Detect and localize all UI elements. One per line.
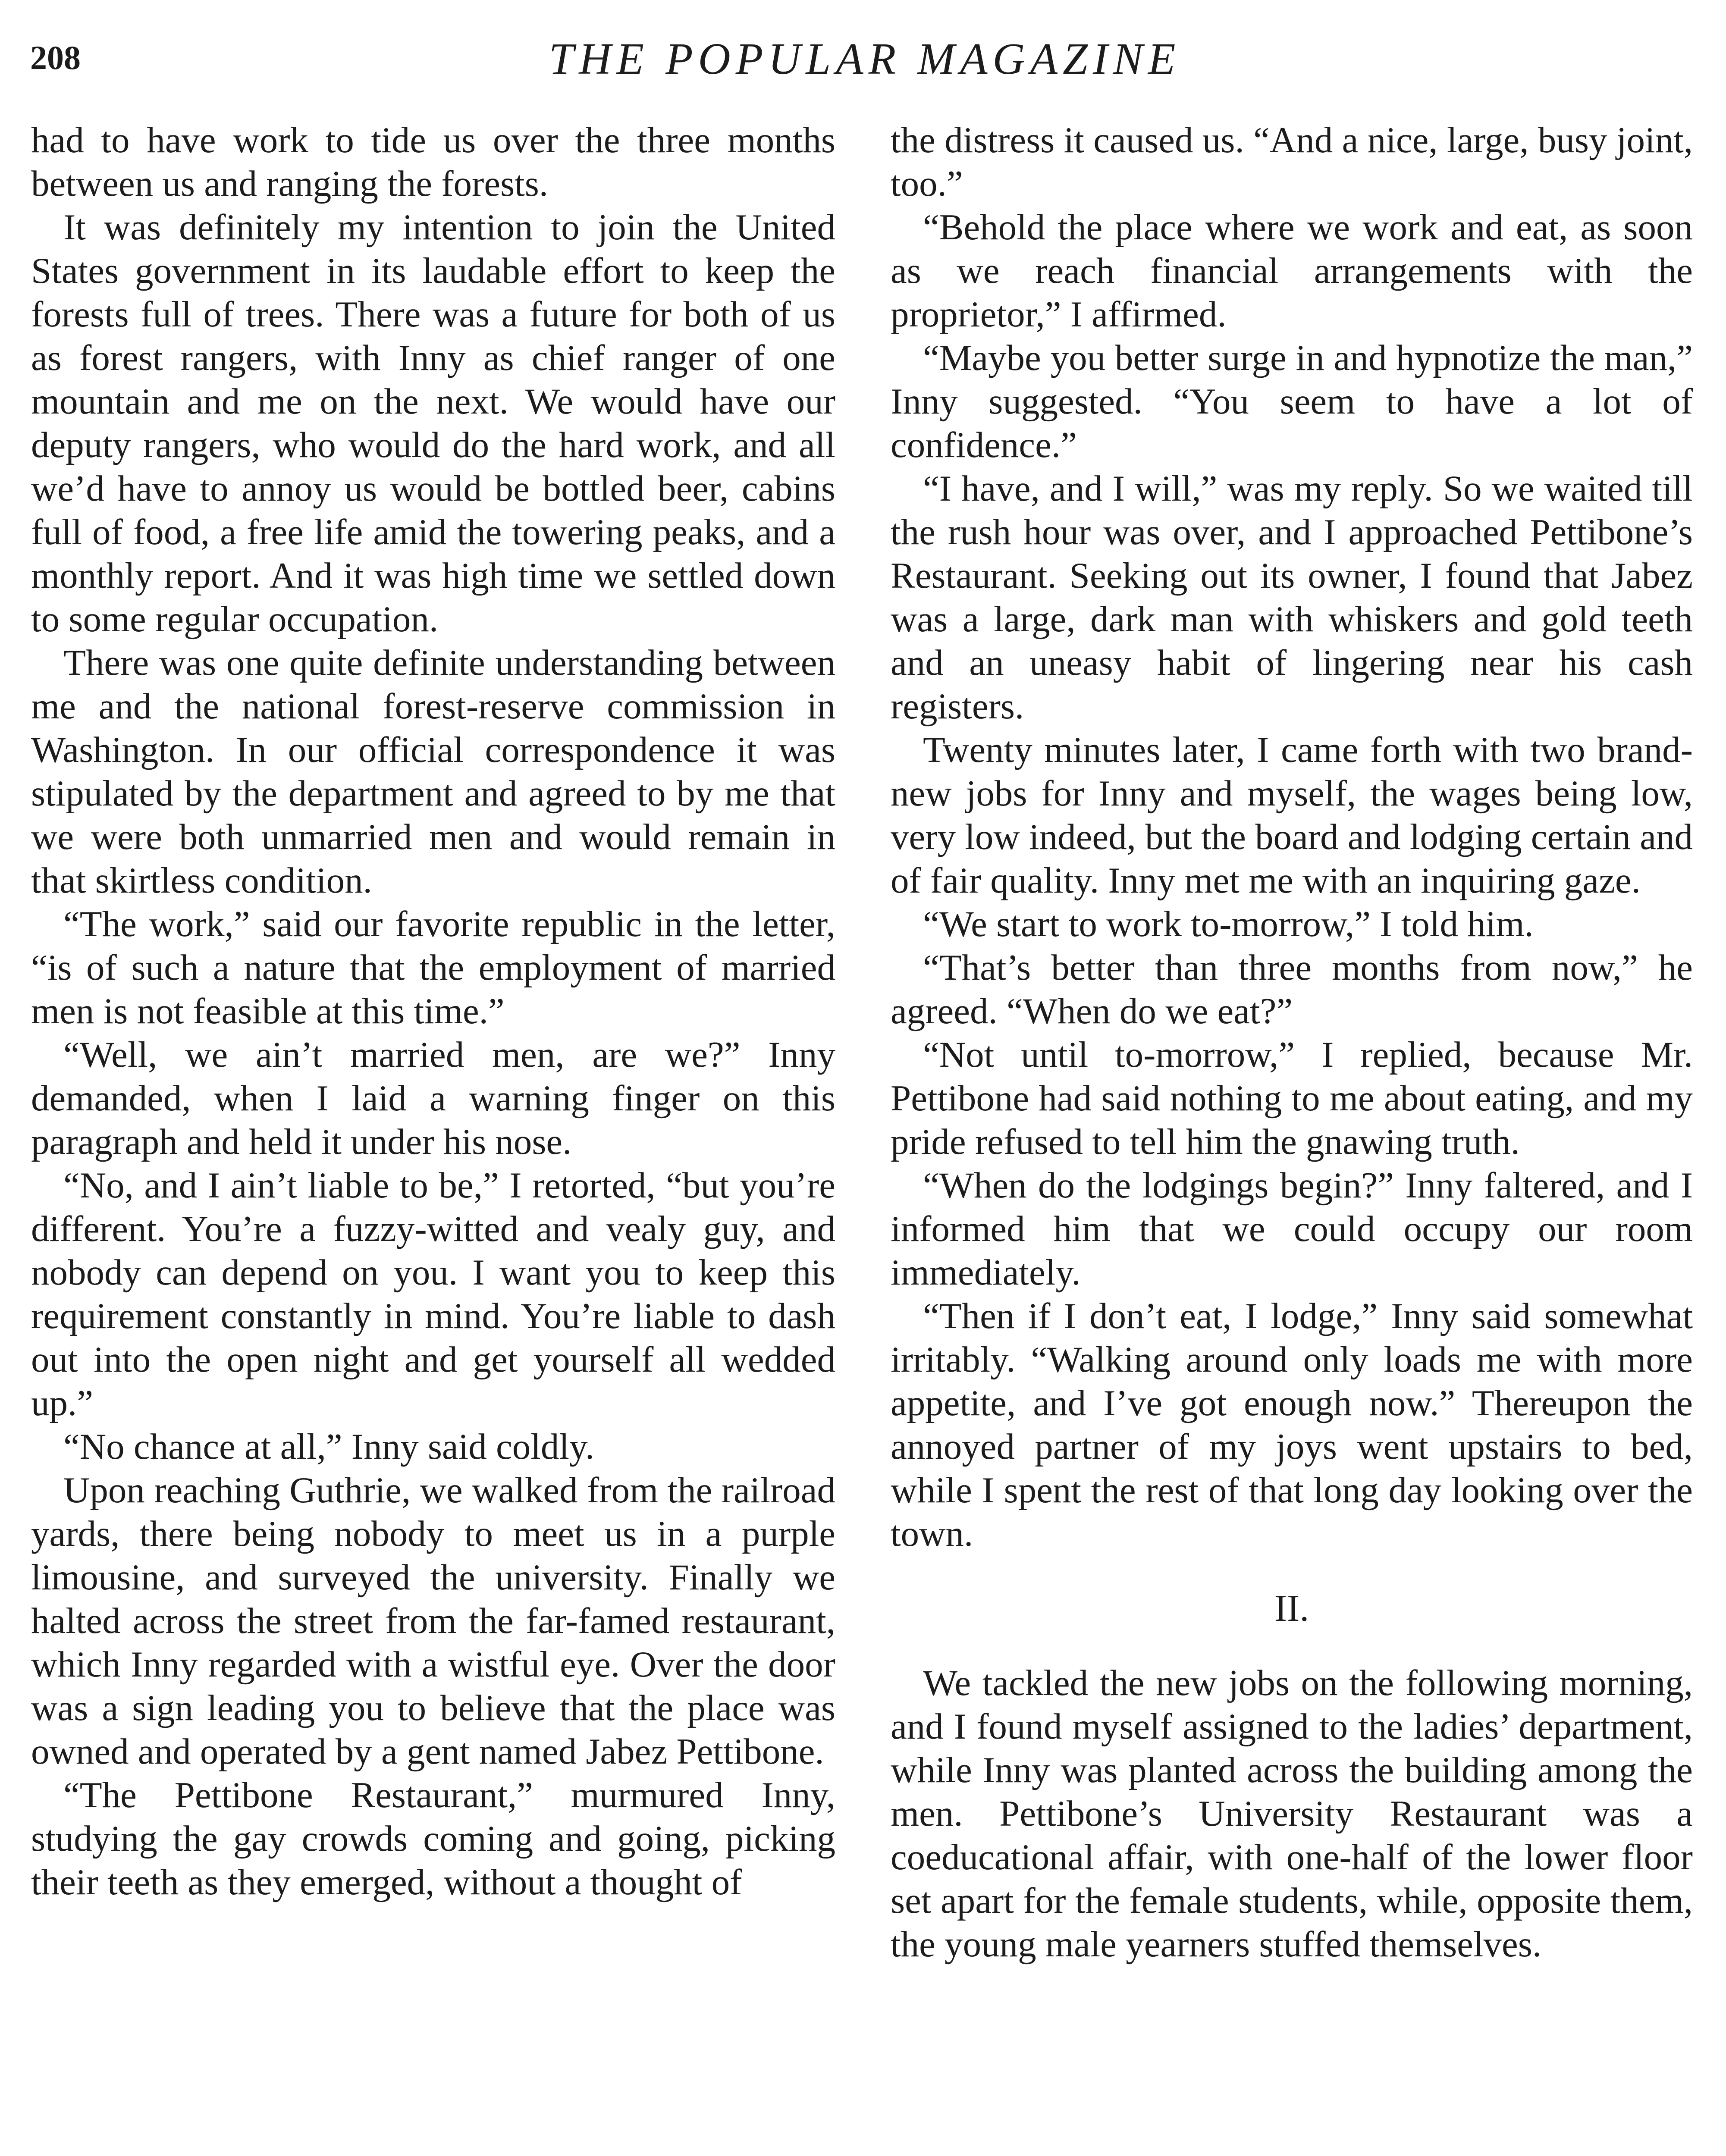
- paragraph: “I have, and I will,” was my reply. So we waited till the rush hour was over, and I approached Pettibone’s Restaurant. Seeking out its owner, I found that Jabez was a large, dark man with whiskers and gold teeth and an uneasy habit of lingering near his cash registers.: [891, 468, 1693, 727]
- right-column: [891, 119, 1693, 1966]
- paragraph: the distress it caused us. “And a nice, large, busy joint, too.”: [891, 120, 1693, 204]
- section-heading: II.: [1274, 1588, 1309, 1630]
- paragraph: “We start to work to-morrow,” I told him.: [923, 904, 1534, 944]
- paragraph: “When do the lodgings begin?” Inny faltered, and I informed him that we could occupy our room immediately.: [891, 1165, 1693, 1293]
- paragraph: Twenty minutes later, I came forth with two brand-new jobs for Inny and myself, the wages being low, very low indeed, but the board and lodging certain and of fair quality. Inny met me with an inquiring gaze.: [891, 730, 1693, 901]
- paragraph: Upon reaching Guthrie, we walked from the railroad yards, there being nobody to meet us in a purple limousine, and surveyed the university. Finally we halted across the street from the far-famed restaurant, which Inny regarded with a wistful eye. Over the door was a sign leading you to believe that the place was owned and operated by a gent named Jabez Pettibone.: [31, 1470, 835, 1772]
- paragraph: “No chance at all,” Inny said coldly.: [63, 1426, 595, 1467]
- running-title: THE POPULAR MAGAZINE: [549, 34, 1181, 84]
- paragraph: “Not until to-morrow,” I replied, because Mr. Pettibone had said nothing to me about eating, and my pride refused to tell him the gnawing truth.: [891, 1034, 1693, 1162]
- paragraph: It was definitely my intention to join the United States government in its laudable effort to keep the forests full of trees. There was a future for both of us as forest rangers, with Inny as chief ranger of one mountain and me on the next. We would have our deputy rangers, who would do the hard work, and all we’d have to annoy us would be bottled beer, cabins full of food, a free life amid the towering peaks, and a monthly report. And it was high time we settled down to some regular occupation.: [31, 207, 835, 639]
- paragraph: “That’s better than three months from now,” he agreed. “When do we eat?”: [891, 947, 1693, 1031]
- page-number: 208: [30, 39, 81, 76]
- paragraph: “Behold the place where we work and eat, as soon as we reach financial arrangements with the proprietor,” I affirmed.: [891, 207, 1693, 335]
- paragraph: “Maybe you better surge in and hypnotize the man,” Inny suggested. “You seem to have a lot of confidence.”: [891, 338, 1693, 465]
- paragraph: had to have work to tide us over the three months between us and ranging the forests.: [31, 120, 835, 204]
- paragraph: “No, and I ain’t liable to be,” I retorted, “but you’re different. You’re a fuzzy-witted and vealy guy, and nobody can depend on you. I want you to keep this requirement constantly in mind. You’re liable to dash out into the open night and get yourself all wedded up.”: [31, 1165, 835, 1423]
- paragraph: There was one quite definite understanding between me and the national forest-reserve commission in Washington. In our official correspondence it was stipulated by the department and agreed to by me that we were both unmarried men and would remain in that skirtless condition.: [31, 642, 835, 901]
- paragraph: “Well, we ain’t married men, are we?” Inny demanded, when I laid a warning finger on this paragraph and held it under his nose.: [31, 1034, 835, 1162]
- paragraph: We tackled the new jobs on the following morning, and I found myself assigned to the ladies’ department, while Inny was planted across the building among the men. Pettibone’s University Restaurant was a coeducational affair, with one-half of the lower floor set apart for the female students, while, opposite them, the young male yearners stuffed themselves.: [891, 1663, 1693, 1965]
- page-header: [30, 34, 1699, 101]
- paragraph: “The Pettibone Restaurant,” murmured Inny, studying the gay crowds coming and going, picking their teeth as they emerged, without a thought of: [31, 1775, 835, 1902]
- paragraph: “Then if I don’t eat, I lodge,” Inny said somewhat irritably. “Walking around only loads me with more appetite, and I’ve got enough now.” Thereupon the annoyed partner of my joys went upstairs to bed, while I spent the rest of that long day looking over the town.: [891, 1296, 1693, 1554]
- left-column: [31, 119, 835, 1904]
- paragraph: “The work,” said our favorite republic in the letter, “is of such a nature that the employment of married men is not feasible at this time.”: [31, 904, 835, 1031]
